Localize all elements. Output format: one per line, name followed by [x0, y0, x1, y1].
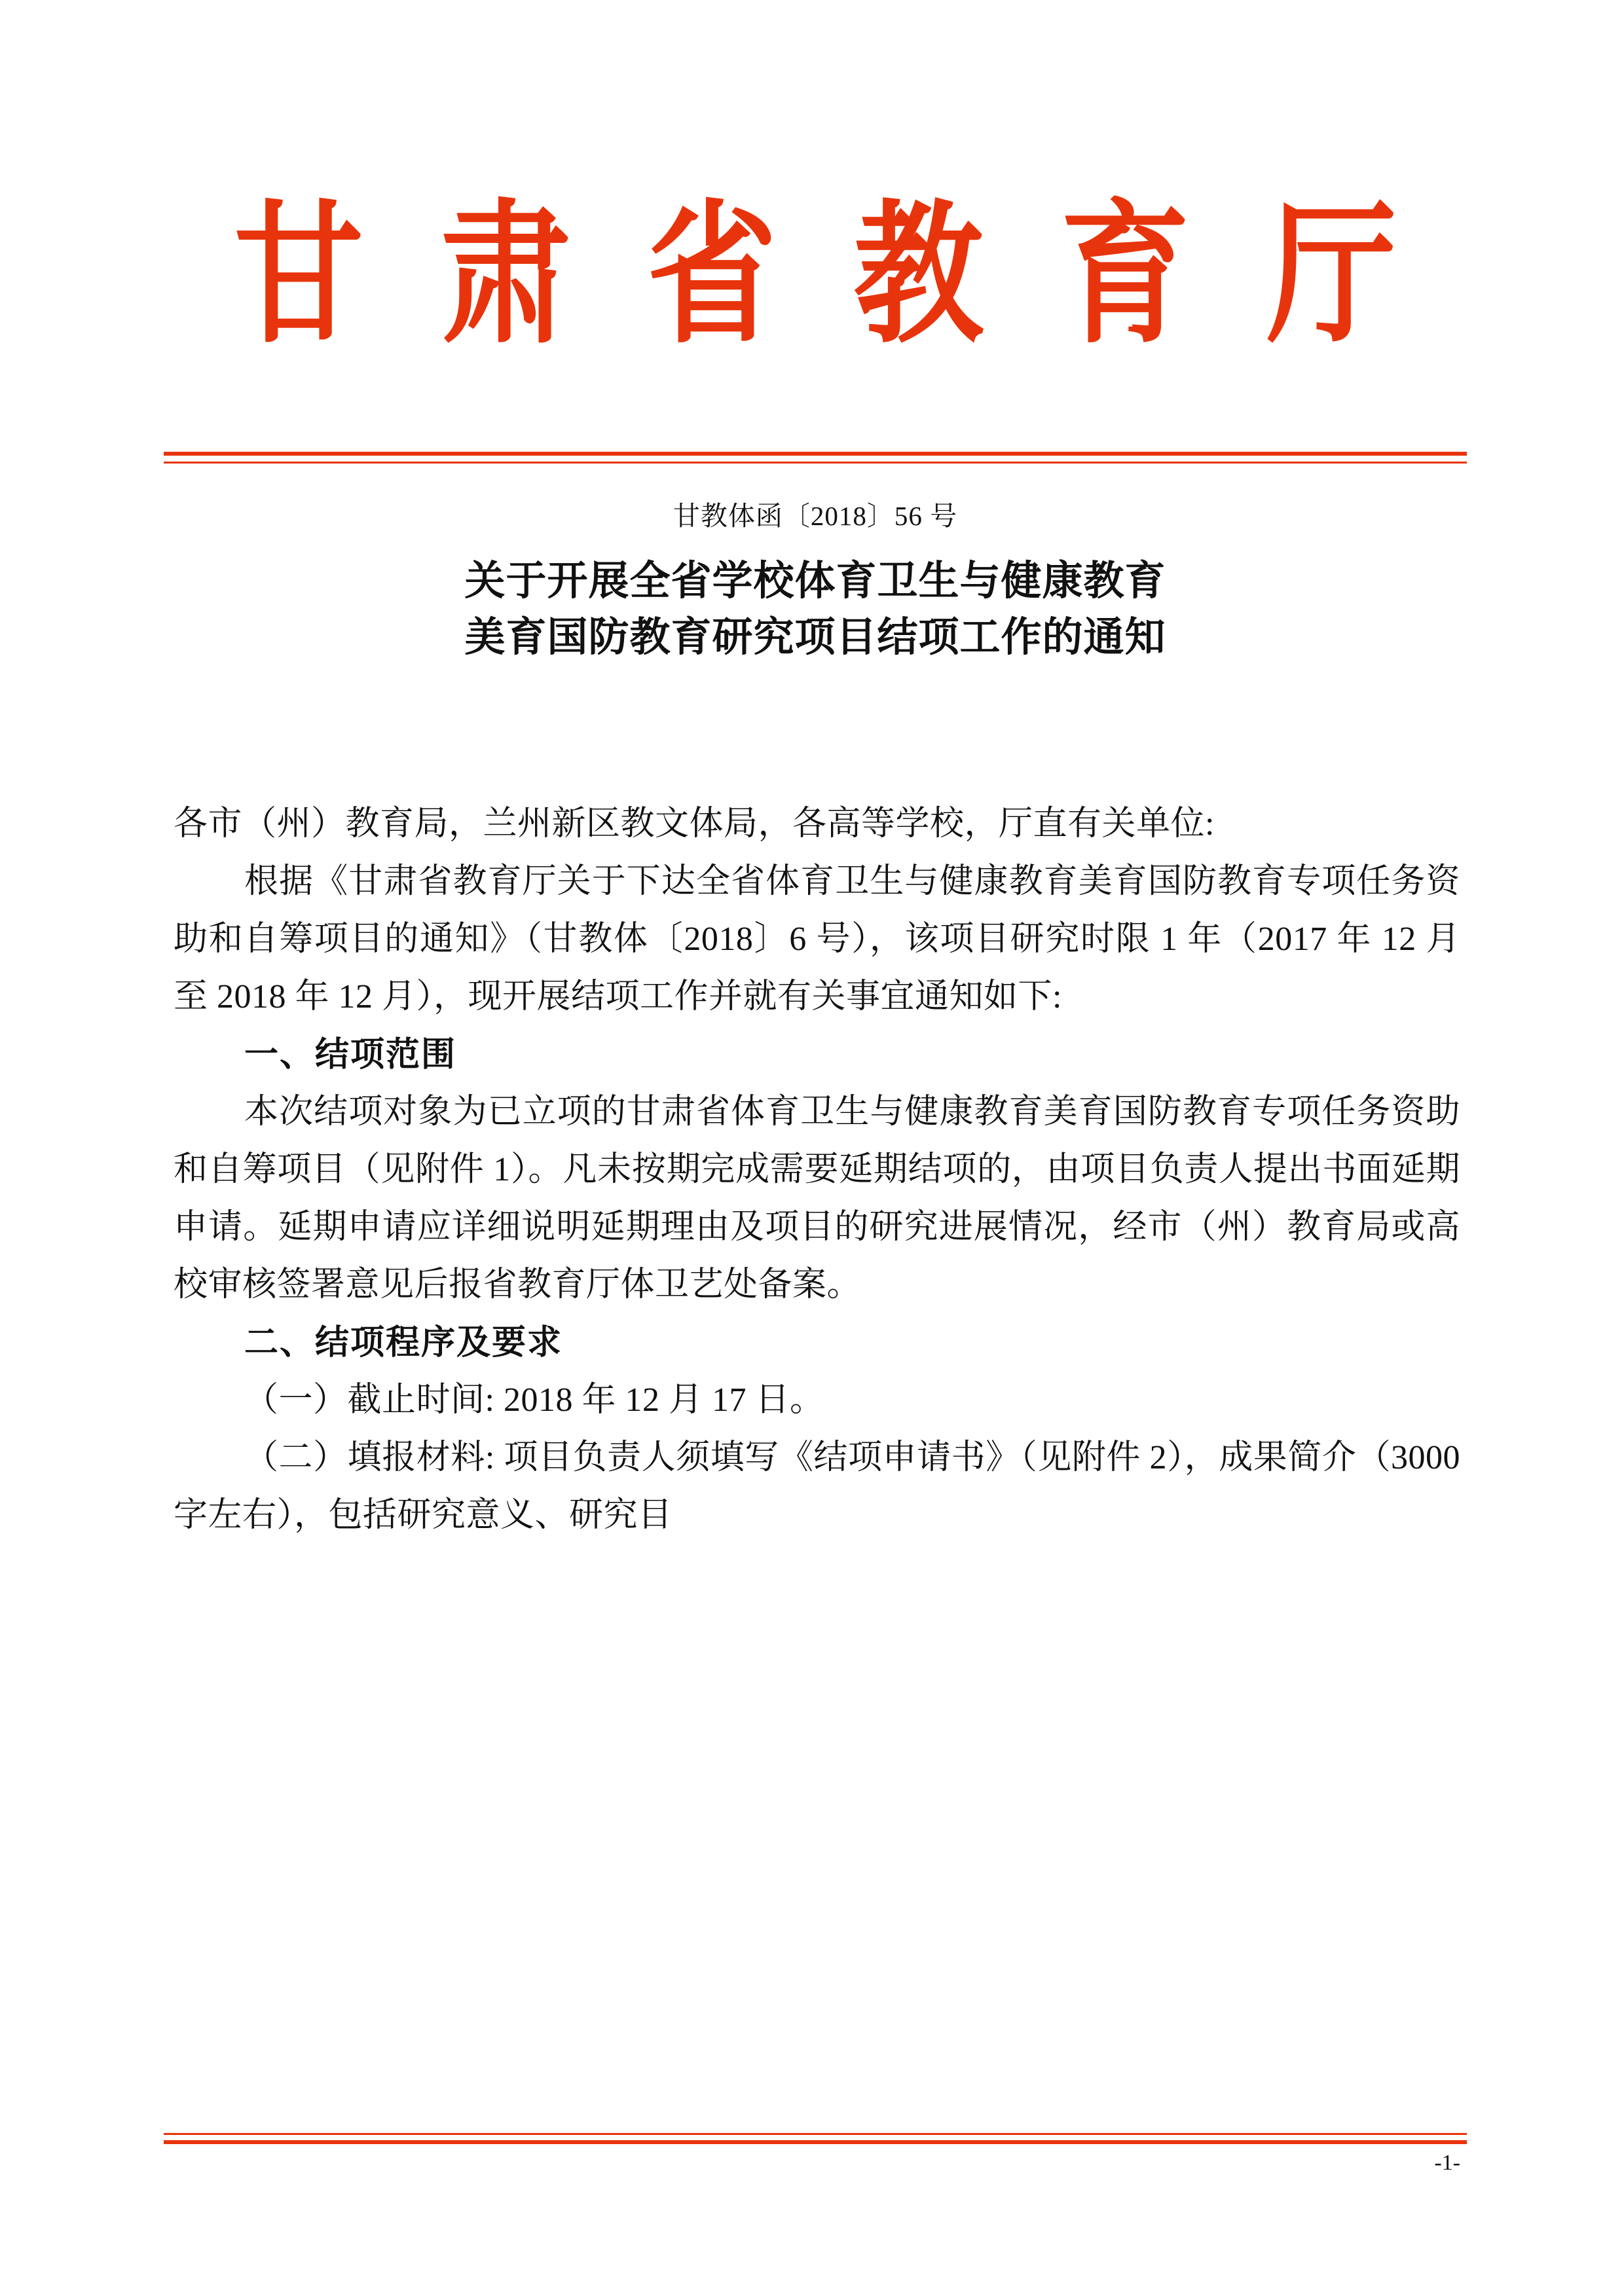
paragraph-background: 根据《甘肃省教育厅关于下达全省体育卫生与健康教育美育国防教育专项任务资助和自筹项目的通知》（甘教体〔2018〕6 号），该项目研究时限 1 年（2017 年 12 月至 2018 年 12 月），现开展结项工作并就有关事宜通知如下: — [174, 863, 1460, 1015]
paragraph-materials: （二）填报材料: 项目负责人须填写《结项申请书》（见附件 2），成果简介（3000 字左右），包括研究意义、研究目 — [174, 1439, 1460, 1534]
paragraph-scope-detail: 本次结项对象为已立项的甘肃省体育卫生与健康教育美育国防教育专项任务资助和自筹项目（见附件 1）。凡未按期完成需要延期结项的，由项目负责人提出书面延期申请。延期申请应详细说明延期理由及项目的研究进展情况，经市（州）教育局或高校审核签署意见后报省教育厅体卫艺处备案。 — [174, 1093, 1460, 1303]
footer-rule-gap — [164, 2135, 1467, 2140]
page-number: -1- — [1434, 2151, 1460, 2175]
document-serial-number: 甘教体函〔2018〕56 号 — [673, 501, 958, 531]
document-body — [174, 795, 1460, 1544]
section-heading-scope: 一、结项范围 — [244, 1036, 457, 1074]
paragraph-addressee: 各市（州）教育局，兰州新区教文体局，各高等学校，厅直有关单位: — [174, 805, 1215, 843]
header-rule-gap — [164, 456, 1467, 462]
document-title — [164, 553, 1467, 665]
letterhead — [164, 191, 1467, 361]
document-title-line-1: 关于开展全省学校体育卫生与健康教育 — [464, 558, 1166, 604]
document-content-area — [164, 0, 1467, 2296]
paragraph-deadline: （一）截止时间: 2018 年 12 月 17 日。 — [244, 1381, 824, 1419]
document-title-line-2: 美育国防教育研究项目结项工作的通知 — [464, 614, 1166, 660]
section-heading-procedure: 二、结项程序及要求 — [244, 1324, 563, 1362]
issuing-authority-title: 甘 肃 省 教 育 厅 — [234, 191, 1419, 361]
footer-rule-thick — [164, 2140, 1467, 2144]
header-red-divider — [164, 452, 1467, 464]
header-rule-thin — [164, 462, 1467, 464]
footer-red-divider — [164, 2133, 1467, 2144]
